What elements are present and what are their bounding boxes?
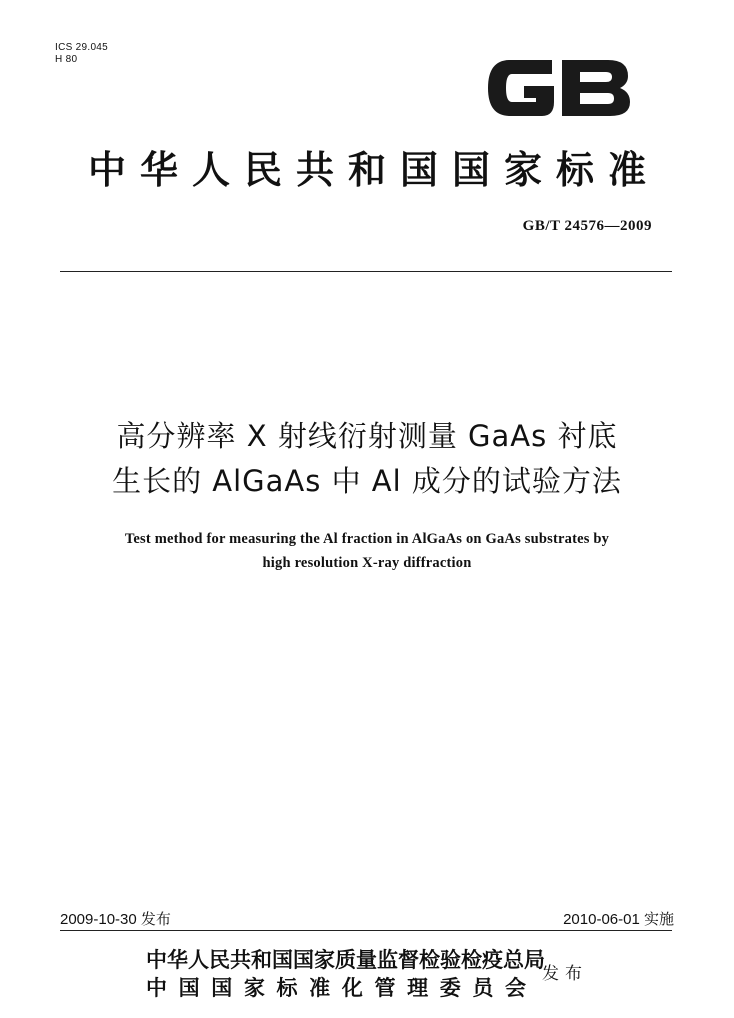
ccs-code: H 80 [55, 54, 78, 65]
en-title-line-2: high resolution X-ray diffraction [262, 555, 472, 571]
bottom-divider [60, 930, 672, 931]
cn-title-line-2: 生长的 AlGaAs 中 Al 成分的试验方法 [112, 464, 622, 498]
ics-code: ICS 29.045 [55, 42, 109, 53]
issuer-line-1: 中华人民共和国国家质量监督检验检疫总局 [146, 948, 545, 972]
gb-logo-text: GB [482, 50, 484, 51]
standard-number: GB/T 24576—2009 [522, 218, 652, 234]
standard-type-title: 中华人民共和国国家标准 [87, 148, 660, 192]
classification-codes [55, 42, 108, 66]
gb-logo [482, 50, 634, 126]
issued-label: 发布 [542, 964, 588, 984]
top-divider [60, 271, 672, 272]
implementation-date: 2010-06-01 实施 [563, 911, 674, 928]
issuer-line-2: 中国国家标准化管理委员会 [146, 976, 526, 1000]
en-title-line-1: Test method for measuring the Al fraction in AlGaAs on GaAs substrates by [124, 531, 610, 547]
issue-date: 2009-10-30 发布 [60, 911, 171, 928]
cn-title-line-1: 高分辨率 X 射线衍射测量 GaAs 衬底 [116, 419, 618, 453]
